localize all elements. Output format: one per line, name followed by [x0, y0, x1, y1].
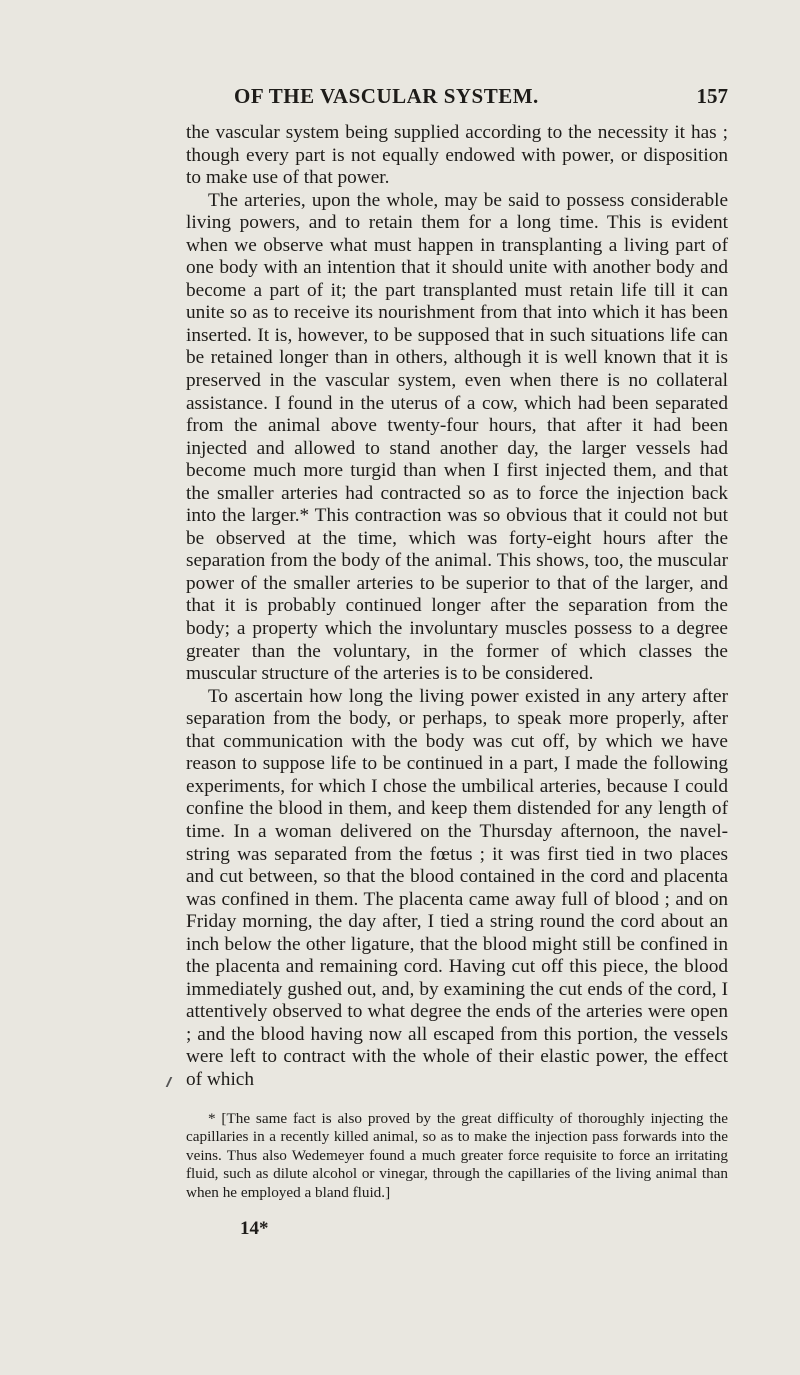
running-title: OF THE VASCULAR SYSTEM. — [234, 84, 539, 108]
paragraph-arteries-living-powers: The arteries, upon the whole, may be said to possess considerable living powers, and to retain them for a long time. This is evident when we observe what must happen in transplanting a living part of one body with an intention that it should unite with another body and become a part of it; the part transplanted must retain life till it can unite so as to receive its nourishment from that into which it has been inserted. It is, however, to be supposed that in such situations life can be retained longer than in others, although it is well known that it is preserved in the vascular system, even when there is no collateral assistance. I found in the uterus of a cow, which had been separated from the animal above twenty-four hours, that after it had been injected and allowed to stand another day, the larger vessels had become much more turgid than when I first injected them, and that the smaller arteries had contracted so as to force the injection back into the larger.* This contraction was so obvious that it could not but be observed at the time, which was forty-eight hours after the separation from the body of the animal. This shows, too, the muscular power of the smaller arteries to be superior to that of the larger, and that it is probably continued longer after the separation from the body; a property which the involuntary muscles possess to a degree greater than the voluntary, in the former of which classes the muscular structure of the arteries is to be considered. — [186, 189, 728, 685]
paragraph-continued: the vascular system being supplied according to the necessity it has ; though every part is not equally endowed with power, or disposition to make use of that power. — [186, 122, 728, 189]
page-number: 157 — [696, 84, 728, 108]
footnote: * [The same fact is also proved by the great difficulty of thoroughly injecting the capillaries in a recently killed animal, so as to make the injection pass forwards into the veins. Thus also Wedemeyer found a much greater force requisite to force an irritating fluid, such as dilute alcohol or vinegar, through the capillaries of the living animal than when he employed a bland fluid.] — [186, 1109, 728, 1201]
paragraph-umbilical-experiment: To ascertain how long the living power existed in any artery after separation from the body, or perhaps, to speak more properly, after that communication with the body was cut off, by which we have reason to suppose life to be continued in a part, I made the following experiments, for which I chose the umbilical arteries, because I could confine the blood in them, and keep them distended for any length of time. In a woman delivered on the Thursday afternoon, the navel-string was separated from the fœtus ; it was first tied in two places and cut between, so that the blood contained in the cord and placenta was confined in them. The placenta came away full of blood ; and on Friday morning, the day after, I tied a string round the cord about an inch below the other ligature, that the blood might still be confined in the placenta and remaining cord. Having cut off this piece, the blood immediately gushed out, and, by examining the cut ends of the cord, I attentively observed to what degree the ends of the arteries were open ; and the blood having now all escaped from this portion, the vessels were left to contract with the whole of their elastic power, the effect of which — [186, 685, 728, 1090]
running-header — [186, 84, 728, 118]
signature-mark: 14* — [240, 1217, 269, 1239]
body-text — [186, 122, 728, 1092]
